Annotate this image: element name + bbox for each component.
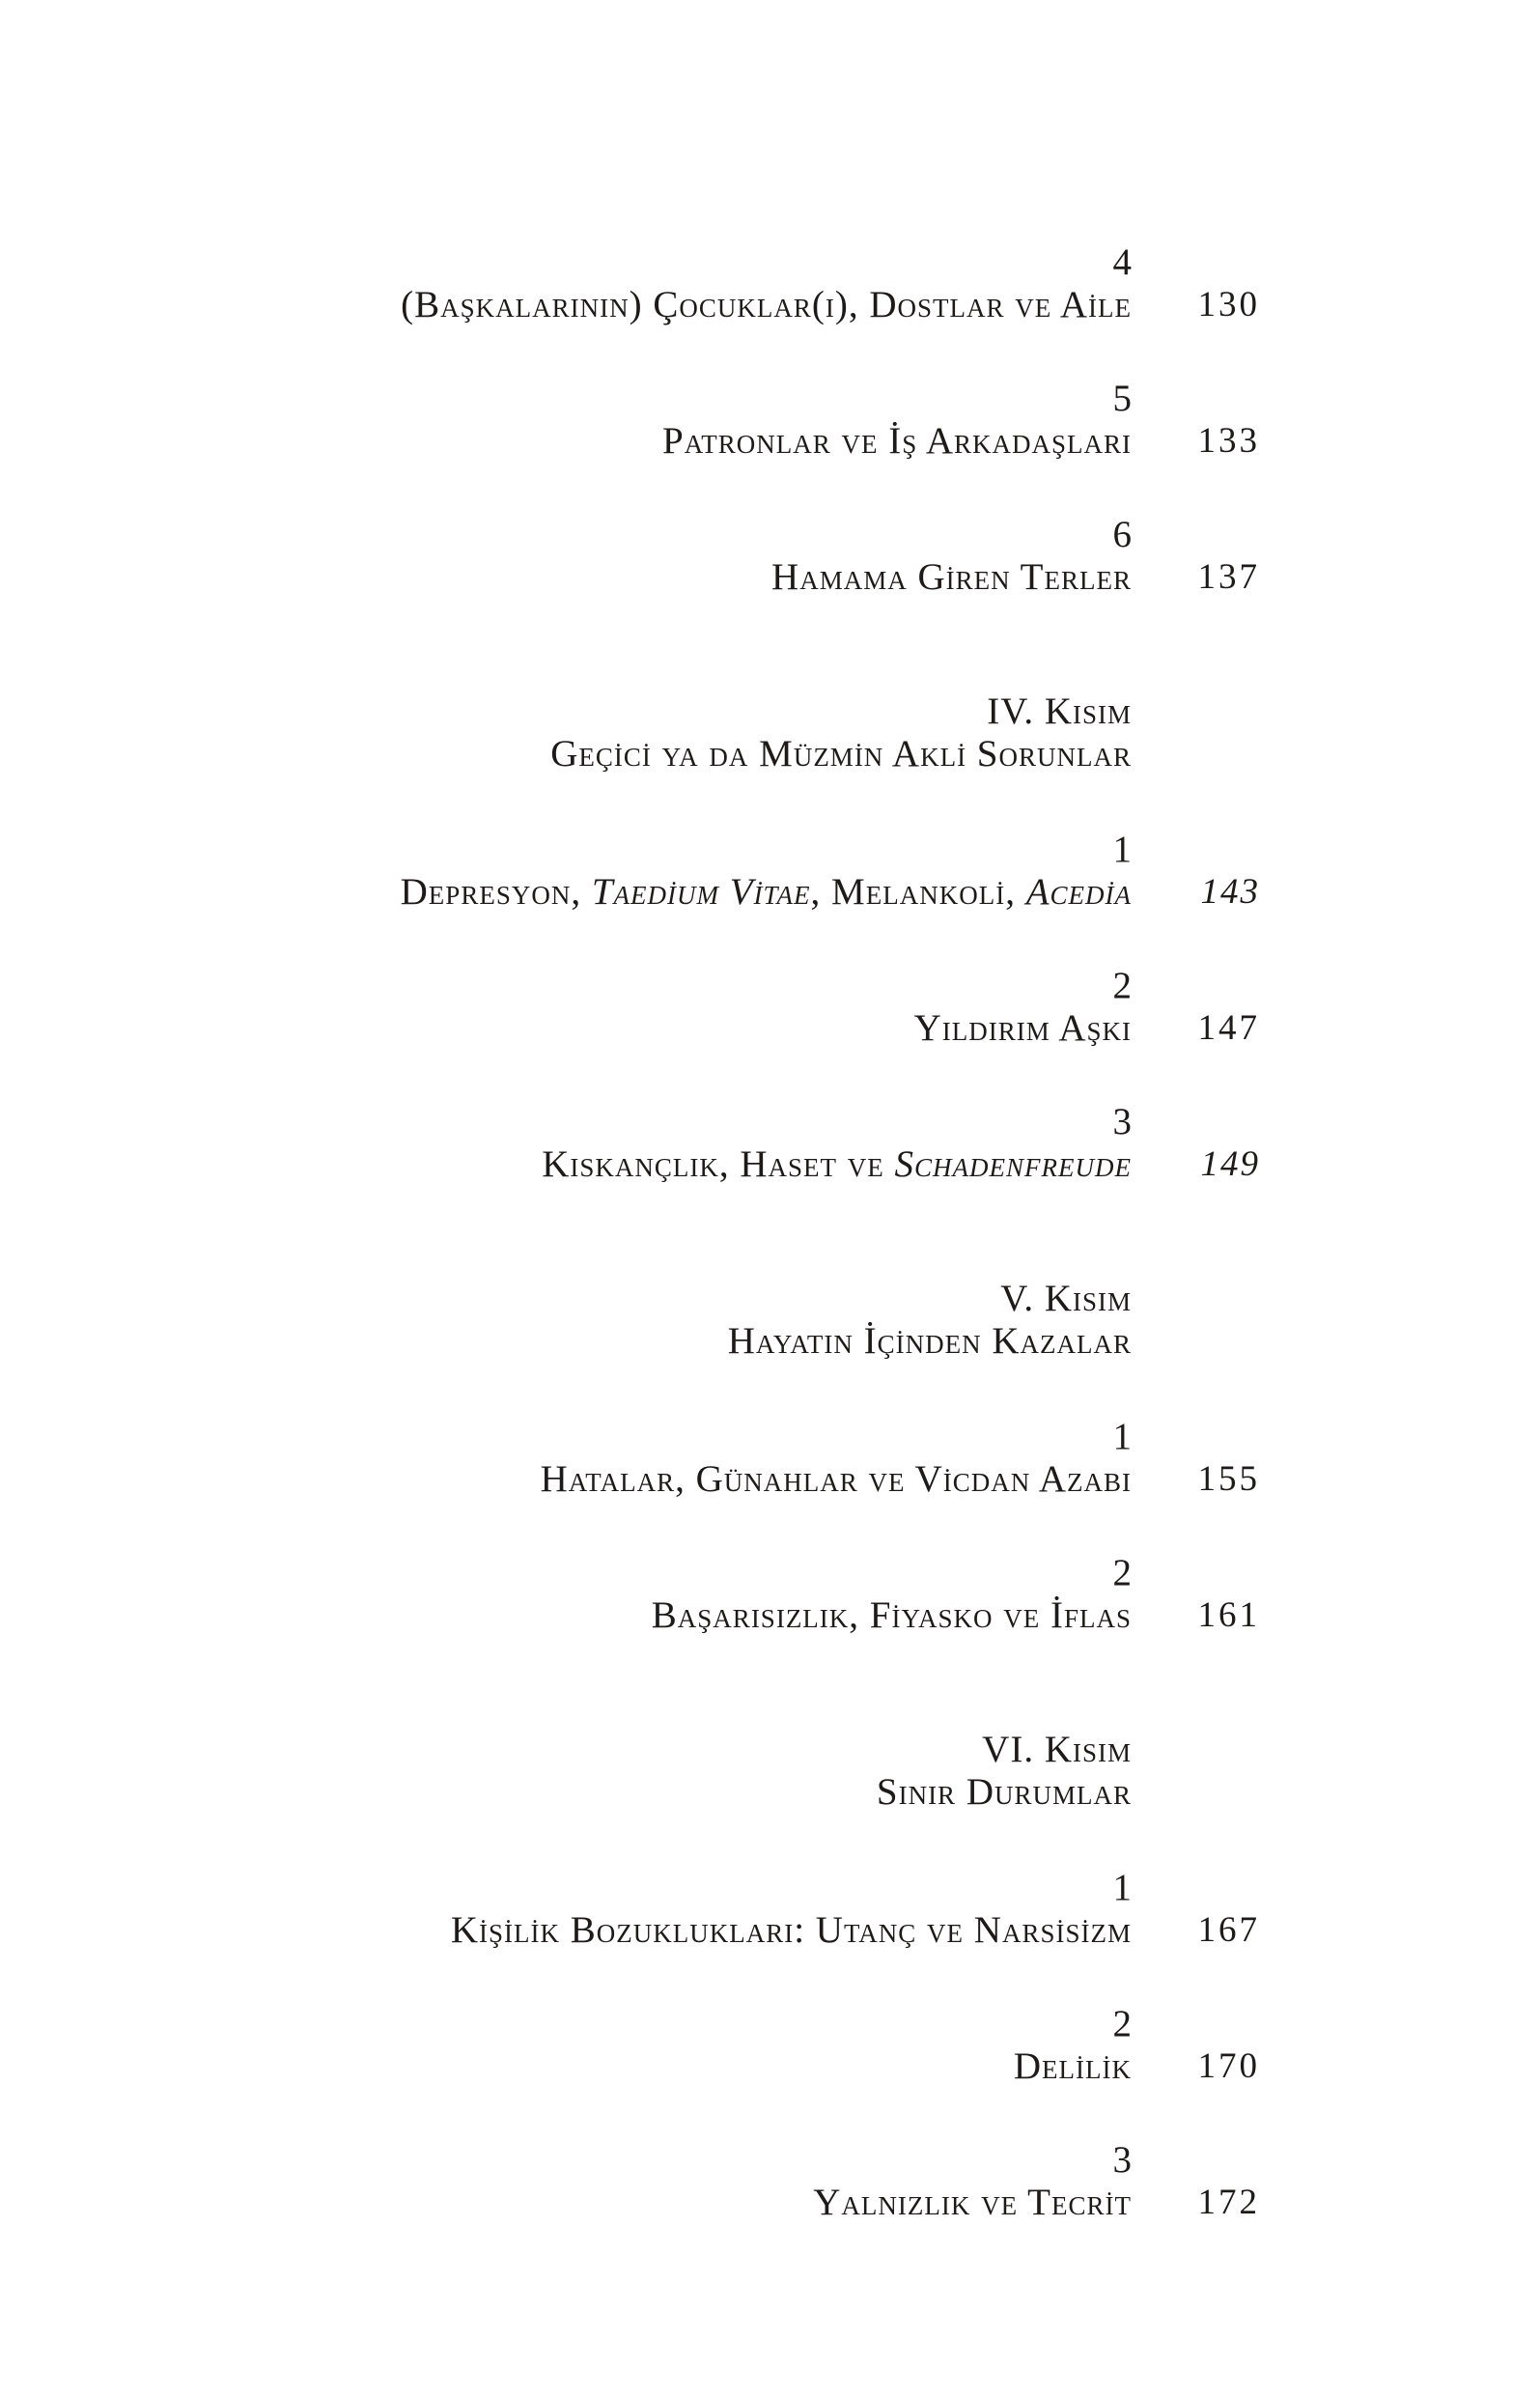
- title-segment: Kişilik Bozuklukları: Utanç ve Narsisizm: [450, 1909, 1132, 1951]
- title-segment: , Melankoli,: [810, 871, 1026, 913]
- chapter-title: [771, 556, 1132, 598]
- toc-entry: [0, 241, 1540, 326]
- page-number: 172: [1197, 2183, 1260, 2222]
- page-number: 147: [1197, 1008, 1260, 1048]
- chapter-title-line: [0, 871, 1540, 914]
- page-number: 149: [1200, 1144, 1260, 1184]
- toc-entry: [0, 2139, 1540, 2224]
- title-segment: Hamama Giren Terler: [771, 556, 1132, 598]
- chapter-title: [652, 1594, 1132, 1636]
- title-segment: (Başkalarının) Çocuklar(ı), Dostlar ve Aile: [401, 284, 1132, 325]
- page-number: 155: [1197, 1459, 1260, 1499]
- chapter-title-line: [0, 420, 1540, 463]
- page-number: 133: [1197, 421, 1260, 461]
- title-segment: Başarısızlık, Fiyasko ve İflas: [651, 1594, 1132, 1636]
- section-heading: [0, 691, 1540, 775]
- toc-entry: [0, 829, 1540, 914]
- section-heading: [0, 1729, 1540, 1814]
- section-heading: [0, 1278, 1540, 1363]
- chapter-title-line: [0, 284, 1540, 326]
- title-segment: Schadenfreude: [894, 1143, 1132, 1185]
- section-title-line: Hayatın İçinden Kazalar: [727, 1320, 1132, 1362]
- chapter-title-line: [0, 1594, 1540, 1637]
- page-number: 143: [1200, 872, 1260, 912]
- chapter-title: [813, 2182, 1132, 2223]
- page-number: 137: [1197, 557, 1260, 597]
- toc-entry: [0, 1416, 1540, 1501]
- title-segment: Depresyon,: [400, 871, 592, 913]
- title-segment: Kıskançlık, Haset ve: [542, 1143, 895, 1185]
- chapter-number: 4: [1112, 241, 1132, 283]
- section-number-line: V. Kısım: [1000, 1278, 1132, 1319]
- chapter-number: 2: [1112, 1552, 1132, 1593]
- chapter-title: [662, 420, 1132, 462]
- page-number: 167: [1197, 1910, 1260, 1950]
- chapter-title: [401, 871, 1132, 913]
- toc-entry: [0, 378, 1540, 463]
- page-number: 130: [1197, 285, 1260, 324]
- toc-list: [0, 241, 1540, 2275]
- toc-entry: [0, 1552, 1540, 1637]
- section-title-line: Sınır Durumlar: [876, 1771, 1132, 1813]
- chapter-title-line: [0, 1458, 1540, 1501]
- chapter-title-line: [0, 556, 1540, 599]
- title-segment: Acedia: [1025, 871, 1132, 913]
- title-segment: Yıldırım Aşkı: [913, 1007, 1132, 1049]
- page-number: 170: [1197, 2046, 1260, 2086]
- toc-entry: [0, 965, 1540, 1050]
- toc-entry: [0, 1867, 1540, 1952]
- chapter-title: [542, 1143, 1132, 1185]
- chapter-title-line: [0, 1007, 1540, 1050]
- title-segment: Delilik: [1013, 2045, 1132, 2087]
- chapter-title-line: [0, 2182, 1540, 2224]
- title-segment: Taedium Vitae: [591, 871, 811, 913]
- chapter-title-line: [0, 2045, 1540, 2088]
- chapter-number: 5: [1112, 378, 1132, 419]
- chapter-title-line: [0, 1143, 1540, 1186]
- page-number: 161: [1197, 1595, 1260, 1635]
- toc-entry: [0, 514, 1540, 599]
- title-segment: Patronlar ve İş Arkadaşları: [662, 420, 1132, 462]
- chapter-number: 2: [1112, 2003, 1132, 2044]
- chapter-number: 2: [1112, 965, 1132, 1006]
- chapter-title: [1014, 2045, 1132, 2087]
- chapter-number: 3: [1112, 1101, 1132, 1142]
- chapter-number: 1: [1112, 1867, 1132, 1908]
- chapter-title: [541, 1458, 1132, 1500]
- chapter-number: 6: [1112, 514, 1132, 555]
- chapter-title: [401, 284, 1132, 325]
- chapter-number: 3: [1112, 2139, 1132, 2181]
- title-segment: Yalnızlık ve Tecrit: [813, 2182, 1132, 2223]
- chapter-title: [914, 1007, 1132, 1049]
- section-number-line: VI. Kısım: [982, 1729, 1132, 1770]
- title-segment: Hatalar, Günahlar ve Vicdan Azabı: [540, 1458, 1132, 1500]
- chapter-title-line: [0, 1909, 1540, 1952]
- toc-entry: [0, 1101, 1540, 1186]
- chapter-title: [451, 1909, 1132, 1951]
- chapter-number: 1: [1112, 1416, 1132, 1457]
- section-title-line: Geçici ya da Müzmin Akli Sorunlar: [550, 733, 1132, 775]
- toc-entry: [0, 2003, 1540, 2088]
- chapter-number: 1: [1112, 829, 1132, 870]
- section-number-line: IV. Kısım: [987, 691, 1132, 732]
